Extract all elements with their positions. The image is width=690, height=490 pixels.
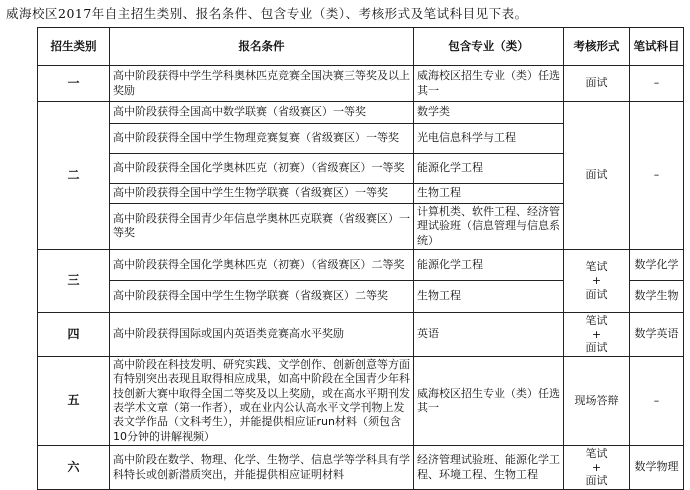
category-cell: 六 [38,445,110,489]
majors-cell: 光电信息科学与工程 [414,124,564,154]
assessment-line: + [591,460,602,474]
admissions-table [37,27,684,490]
condition-cell: 高中阶段获得全国化学奥林匹克（初赛）（省级赛区）一等奖 [110,154,414,184]
majors-cell: 威海校区招生专业（类）任选其一 [414,66,564,102]
table-row [38,66,684,102]
condition-cell: 高中阶段获得全国中学生生物学联赛（省级赛区）一等奖 [110,184,414,204]
table-row [38,445,684,489]
written-subject-cell: – [630,66,684,102]
written-subject-cell: 数学物理 [630,445,684,489]
condition-cell: 高中阶段获得中学生学科奥林匹克竞赛全国决赛三等奖及以上奖励 [110,66,414,102]
assessment-line: + [591,327,602,341]
majors-cell: 英语 [414,312,564,356]
table-row [38,312,684,356]
condition-cell: 高中阶段获得全国青少年信息学奥林匹克联赛（省级赛区）一等奖 [110,204,414,250]
header-assessment: 考核形式 [564,28,630,66]
header-majors: 包含专业（类） [414,28,564,66]
condition-cell: 高中阶段在数学、物理、化学、生物学、信息学等学科具有学科特长或创新潜质突出，并能提供相应证明材料 [110,445,414,489]
written-subject-cell: – [630,357,684,446]
condition-cell: 高中阶段获得全国中学生生物学联赛（省级赛区）二等奖 [110,280,414,312]
condition-cell: 高中阶段在科技发明、研究实践、文学创作、创新创意等方面有特别突出表现且取得相应成果，如高中阶段在全国青少年科技创新大赛中取得全国二等奖及以上奖励，或在高水平期刊发表学术文章（第一作者），或在业内公认高水平文学刊物上发表文学作品（文科考生），并能提供相应证run材料（须包含10分钟的讲解视频） [110,357,414,446]
condition-cell: 高中阶段获得国际或国内英语类竞赛高水平奖励 [110,312,414,356]
category-cell: 三 [38,249,110,312]
table-caption: 威海校区2017年自主招生类别、报名条件、包含专业（类）、考核形式及笔试科目见下表。 [6,6,528,21]
assessment-line: 笔试 [585,313,608,327]
assessment-line: 面试 [585,341,608,355]
condition-cell: 高中阶段获得全国化学奥林匹克（初赛）（省级赛区）二等奖 [110,249,414,280]
condition-cell: 高中阶段获得全国高中数学联赛（省级赛区）一等奖 [110,102,414,124]
majors-cell: 威海校区招生专业（类）任选其一 [414,357,564,446]
assessment-line: 面试 [585,474,608,488]
assessment-line: 笔试 [585,260,608,274]
assessment-cell [564,312,630,356]
majors-cell: 计算机类、软件工程、经济管理试验班（信息管理与信息系统） [414,204,564,250]
assessment-cell: 面试 [564,66,630,102]
assessment-line: 笔试 [585,446,608,460]
category-cell: 五 [38,357,110,446]
written-subject-cell: 数学化学 [630,249,684,280]
table-row [38,102,684,124]
assessment-cell: 现场答辩 [564,357,630,446]
category-cell: 四 [38,312,110,356]
majors-cell: 能源化学工程 [414,249,564,280]
header-written-subject: 笔试科目 [630,28,684,66]
assessment-cell: 面试 [564,102,630,250]
category-cell: 二 [38,102,110,250]
majors-cell: 能源化学工程 [414,154,564,184]
assessment-cell [564,249,630,312]
header-category: 招生类别 [38,28,110,66]
category-cell: 一 [38,66,110,102]
header-row [38,28,684,66]
assessment-line: 面试 [585,287,608,301]
table-row [38,357,684,446]
majors-cell: 经济管理试验班、能源化学工程、环境工程、生物工程 [414,445,564,489]
majors-cell: 生物工程 [414,184,564,204]
header-condition: 报名条件 [110,28,414,66]
written-subject-cell: 数学生物 [630,280,684,312]
table-row [38,249,684,280]
majors-cell: 生物工程 [414,280,564,312]
majors-cell: 数学类 [414,102,564,124]
assessment-line: + [591,274,602,288]
written-subject-cell: 数学英语 [630,312,684,356]
condition-cell: 高中阶段获得全国中学生物理竞赛复赛（省级赛区）一等奖 [110,124,414,154]
assessment-cell [564,445,630,489]
written-subject-cell: – [630,102,684,250]
